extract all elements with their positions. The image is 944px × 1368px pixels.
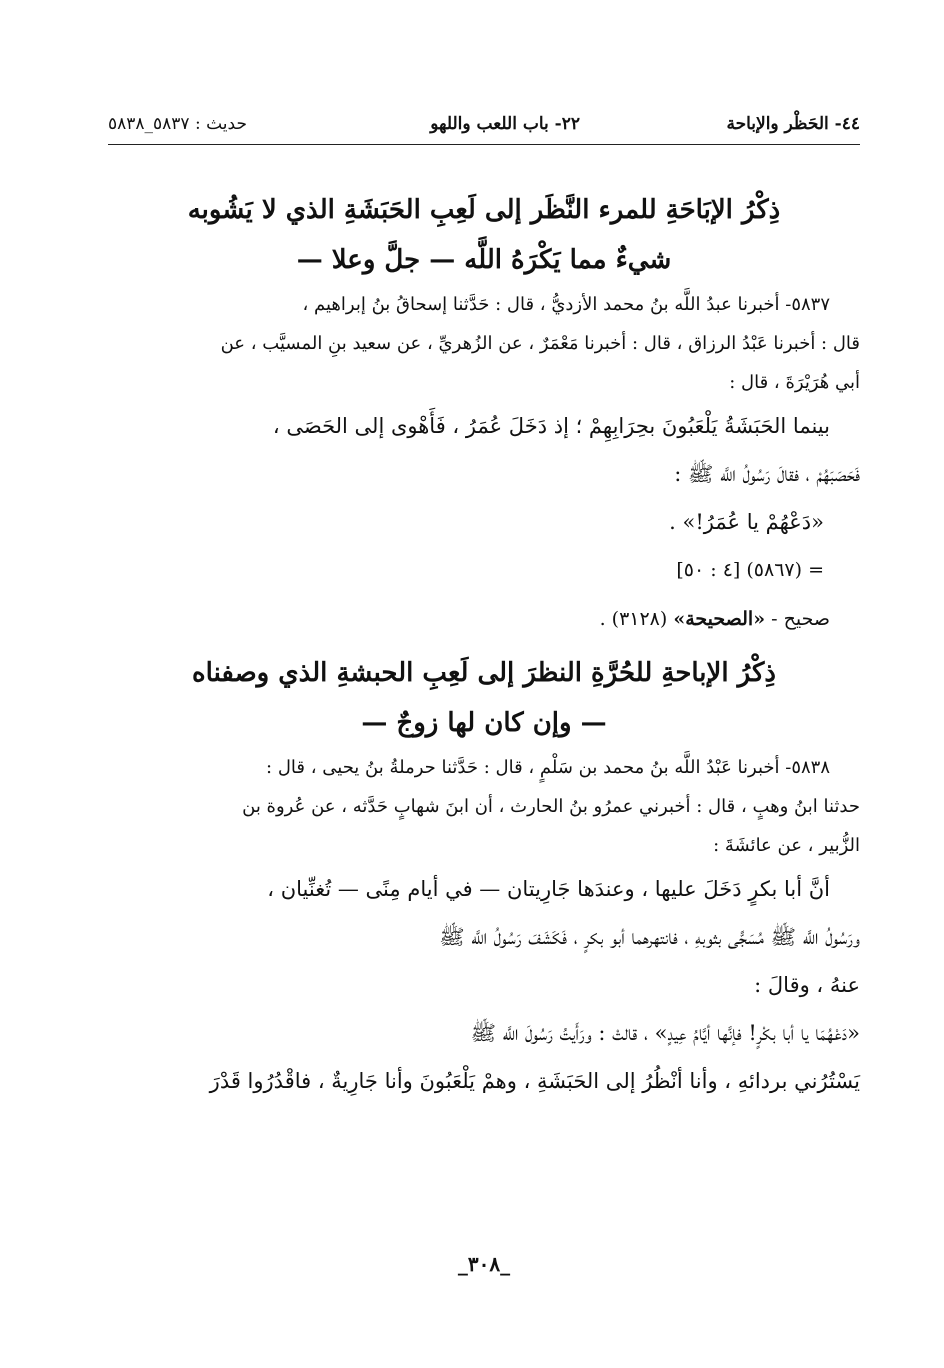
- isnad-line: ٥٨٣٧- أخبرنا عبدُ اللَّه بنُ محمد الأزديُّ ، قال : حَدَّثنا إسحاقُ بنُ إبراهيم ،: [302, 294, 830, 315]
- section-title: ٢٢- باب اللعب واللهو: [430, 114, 580, 134]
- chapter-title: ٤٤- الحَظْر والإباحة: [726, 114, 860, 134]
- matn-line: أنَّ أبا بكرٍ دَخَلَ عليها ، وعندَها جَارِيتان — في أيام مِنًى — تُغنِّيان ،: [267, 877, 830, 901]
- isnad-line: ٥٨٣٨- أخبرنا عَبْدُ اللَّه بنُ محمد بن سَلْمٍ ، قال : حَدَّثنا حرملةُ بنُ يحيى ، قال :: [266, 757, 830, 778]
- hadith-5837: [108, 185, 860, 644]
- matn-line: «دَعْهُمَا يا أبا بكْرٍ! فإنَّها أيَّامُ عِيدٍ» ، قالتْ : ورَأَيتُ رَسُولَ اللَّه ﷺ: [470, 1021, 860, 1045]
- section-heading-line: شيءٌ مما يَكْرَهُ اللَّه — جلَّ وعلا —: [296, 245, 672, 275]
- matn-line: عنهُ ، وقالَ :: [754, 973, 860, 997]
- cross-reference: = (٥٨٦٧) [٤ : ٥٠]: [676, 559, 824, 581]
- section-heading-line: — وإن كان لها زوجٌ —: [361, 708, 607, 738]
- hadith-grade: [108, 594, 860, 644]
- section-heading-line: ذِكْرُ الإبَاحَةِ للمرء النَّظَر إلى لَعِبِ الحَبَشَةِ الذي لا يَشُوبه: [187, 195, 781, 225]
- isnad-line: قال : أخبرنا عَبْدُ الرزاق ، قال : أخبرنا مَعْمَرٌ ، عن الزُهريِّ ، عن سعيد بنِ المسيَّب ، عن: [220, 333, 860, 354]
- matn-line: «دَعْهُمْ يا عُمَرُ!» .: [669, 510, 824, 534]
- section-heading-line: ذِكْرُ الإباحةِ للحُرَّةِ النظرَ إلى لَعِبِ الحبشةِ الذي وصفناه: [192, 658, 776, 688]
- matn-line: يَسْتُرُني بردائهِ ، وأنا أنْظُرُ إلى الحَبَشَةِ ، وهمْ يَلْعَبُونَ وأنا جَارِيةٌ ، فاقْدُرُوا قَدْرَ: [209, 1069, 860, 1093]
- grade-source: «الصحيحة»: [673, 608, 766, 630]
- hadith-range: حديث : ٥٨٣٧_٥٨٣٨: [108, 114, 247, 134]
- page-number: _٣٠٨_: [457, 1252, 511, 1276]
- grade-number: (٣١٢٨) .: [599, 608, 674, 630]
- grade-label: صحيح -: [765, 608, 830, 630]
- matn-line: ورَسُولُ اللَّه ﷺ مُسَجًّى بثوبهِ ، فانتهرهما أبو بكرٍ ، فَكَشَفَ رَسُولُ اللَّه ﷺ: [439, 925, 860, 949]
- matn-line: فَحَصَبَهُمْ ، فقالَ رَسُولُ اللَّه ﷺ :: [674, 462, 860, 486]
- isnad-line: أبي هُرَيْرَةَ ، قال :: [729, 372, 860, 393]
- book-page: [108, 100, 860, 1340]
- running-header: [108, 100, 860, 145]
- isnad-line: حدثنا ابنُ وهبٍ ، قال : أخبرني عمرُو بنُ الحارث ، أن ابنَ شهابٍ حَدَّثه ، عن عُروة بن: [242, 796, 860, 817]
- hadith-5838: [108, 648, 860, 1105]
- isnad-line: الزُّبير ، عن عائشَةَ :: [713, 835, 860, 856]
- matn-line: بينما الحَبَشَةُ يَلْعَبُونَ بحِرَابِهِمْ ؛ إذ دَخَلَ عُمَرُ ، فَأَهْوى إلى الحَصَى ،: [272, 414, 830, 438]
